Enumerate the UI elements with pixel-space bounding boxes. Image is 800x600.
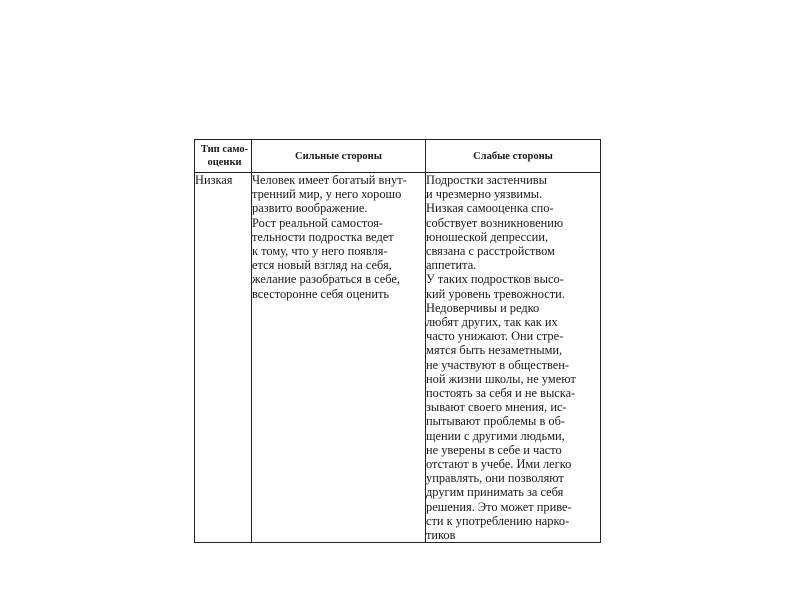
weak-line: собствует возникновению bbox=[426, 215, 564, 230]
weak-line: У таких подростков высо- bbox=[426, 272, 564, 287]
header-strong-sides: Сильные стороны bbox=[252, 140, 426, 173]
weak-line: и чрезмерно уязвимы. bbox=[426, 187, 543, 202]
weak-line: сти к употреблению нарко- bbox=[426, 513, 570, 528]
weak-line: ной жизни школы, не умеют bbox=[426, 371, 576, 386]
strong-line: развито воображение. bbox=[252, 201, 368, 216]
weak-line: часто унижают. Они стре- bbox=[426, 329, 564, 344]
weak-line: Недоверчивы и редко bbox=[426, 300, 540, 315]
weak-line: решения. Это может приве- bbox=[426, 499, 572, 514]
cell-weak-sides bbox=[426, 173, 601, 543]
weak-line: Низкая самооценка спо- bbox=[426, 201, 554, 216]
strong-line: тренний мир, у него хорошо bbox=[252, 187, 402, 202]
strong-line: желание разобраться в себе, bbox=[252, 272, 401, 287]
weak-line: щении с другими людьми, bbox=[426, 428, 565, 443]
cell-strong-sides bbox=[252, 173, 426, 543]
weak-line: связана с расстройством bbox=[426, 244, 555, 259]
header-type-line-2: оценки bbox=[207, 157, 242, 168]
self-esteem-table bbox=[194, 139, 601, 543]
header-type-line-1: Тип само- bbox=[200, 144, 249, 155]
header-self-esteem-type bbox=[195, 140, 252, 173]
weak-line: кий уровень тревожности. bbox=[426, 286, 565, 301]
strong-line: всесторонне себя оценить bbox=[252, 286, 390, 301]
weak-line: не участвуют в обществен- bbox=[426, 357, 570, 372]
strong-line: Человек имеет богатый внут- bbox=[252, 173, 407, 187]
weak-line: Подростки застенчивы bbox=[426, 173, 547, 187]
weak-line: постоять за себя и не выска- bbox=[426, 386, 576, 401]
table-header-row bbox=[195, 140, 601, 173]
weak-line: отстают в учебе. Ими легко bbox=[426, 457, 572, 472]
weak-line: юношеской депрессии, bbox=[426, 229, 549, 244]
weak-line: любят других, так как их bbox=[426, 315, 558, 330]
cell-type-low: Низкая bbox=[195, 173, 252, 543]
weak-line: аппетита. bbox=[426, 258, 477, 273]
strong-line: ется новый взгляд на себя, bbox=[252, 258, 392, 273]
strong-line: тельности подростка ведет bbox=[252, 229, 394, 244]
weak-line: пытывают проблемы в об- bbox=[426, 414, 566, 429]
weak-line: зывают своего мнения, ис- bbox=[426, 400, 567, 415]
header-weak-sides: Слабые стороны bbox=[426, 140, 601, 173]
strong-line: Рост реальной самостоя- bbox=[252, 215, 383, 230]
table-row-low bbox=[195, 173, 601, 543]
weak-line: другим принимать за себя bbox=[426, 485, 564, 500]
weak-line: тиков bbox=[426, 528, 456, 543]
weak-line: не уверены в себе и часто bbox=[426, 442, 562, 457]
strong-line: к тому, что у него появля- bbox=[252, 244, 388, 259]
weak-line: управлять, они позволяют bbox=[426, 471, 564, 486]
weak-line: мятся быть незаметными, bbox=[426, 343, 563, 358]
